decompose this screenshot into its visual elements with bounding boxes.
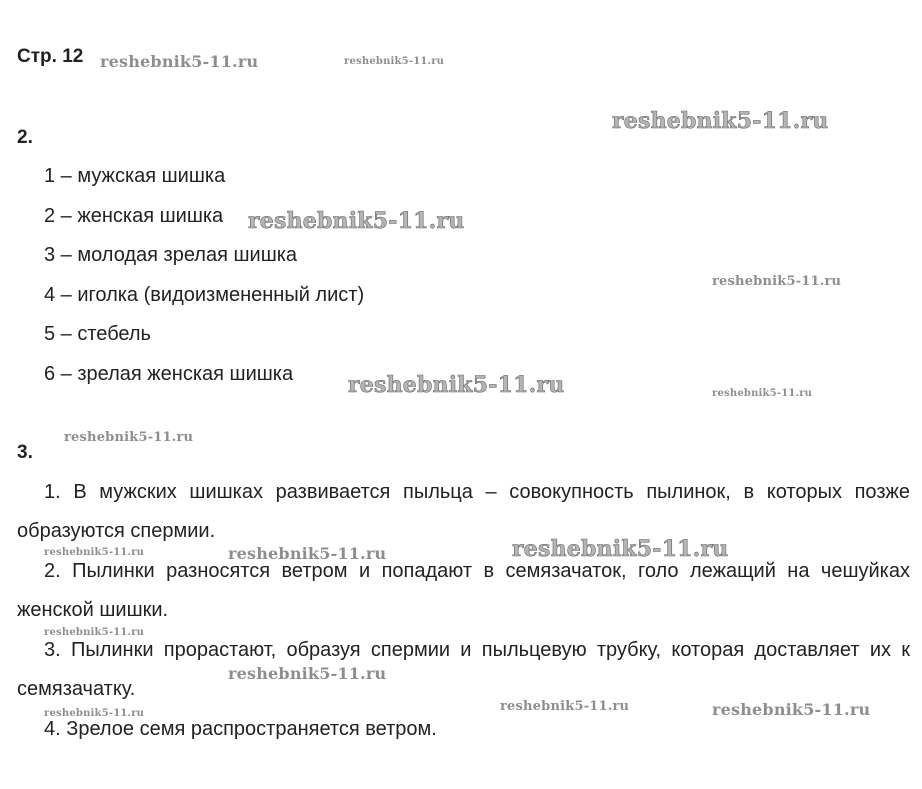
paragraph: 3. Пылинки прорастают, образуя спермии и пыльцевую трубку, которая доставляет их к семязачатку. — [17, 639, 910, 700]
list-item: 5 – стебель — [44, 323, 151, 345]
list-item: 1 – мужская шишка — [44, 165, 226, 187]
page-title: Стр. 12 — [17, 46, 84, 67]
paragraph: 2. Пылинки разносятся ветром и попадают в семязачаток, голо лежащий на чешуйках женской шишки. — [17, 560, 910, 621]
watermark: reshebnik5-11.ru — [44, 708, 145, 719]
watermark: reshebnik5-11.ru — [712, 388, 813, 399]
watermark: reshebnik5-11.ru — [500, 699, 630, 714]
watermark: reshebnik5-11.ru — [64, 430, 194, 445]
watermark: reshebnik5-11.ru — [512, 536, 729, 562]
task-2-number: 2. — [17, 127, 33, 148]
watermark: reshebnik5-11.ru — [100, 52, 259, 71]
list-item: 3 – молодая зрелая шишка — [44, 244, 298, 266]
watermark: reshebnik5-11.ru — [228, 544, 387, 563]
list-item: 4 – иголка (видоизмененный лист) — [44, 284, 365, 306]
watermark: reshebnik5-11.ru — [248, 208, 465, 234]
watermark: reshebnik5-11.ru — [44, 547, 145, 558]
watermark: reshebnik5-11.ru — [712, 274, 842, 289]
watermark: reshebnik5-11.ru — [344, 56, 445, 67]
watermark: reshebnik5-11.ru — [228, 664, 387, 683]
watermark: reshebnik5-11.ru — [44, 627, 145, 638]
watermark: reshebnik5-11.ru — [348, 372, 565, 398]
task-3-number: 3. — [17, 442, 33, 463]
paragraph: 4. Зрелое семя распространяется ветром. — [44, 718, 437, 740]
list-item: 2 – женская шишка — [44, 205, 224, 227]
paragraph: 1. В мужских шишках развивается пыльца – совокупность пылинок, в которых позже образуются спермии. — [17, 481, 910, 542]
watermark: reshebnik5-11.ru — [712, 700, 871, 719]
list-item: 6 – зрелая женская шишка — [44, 363, 294, 385]
watermark: reshebnik5-11.ru — [612, 108, 829, 134]
